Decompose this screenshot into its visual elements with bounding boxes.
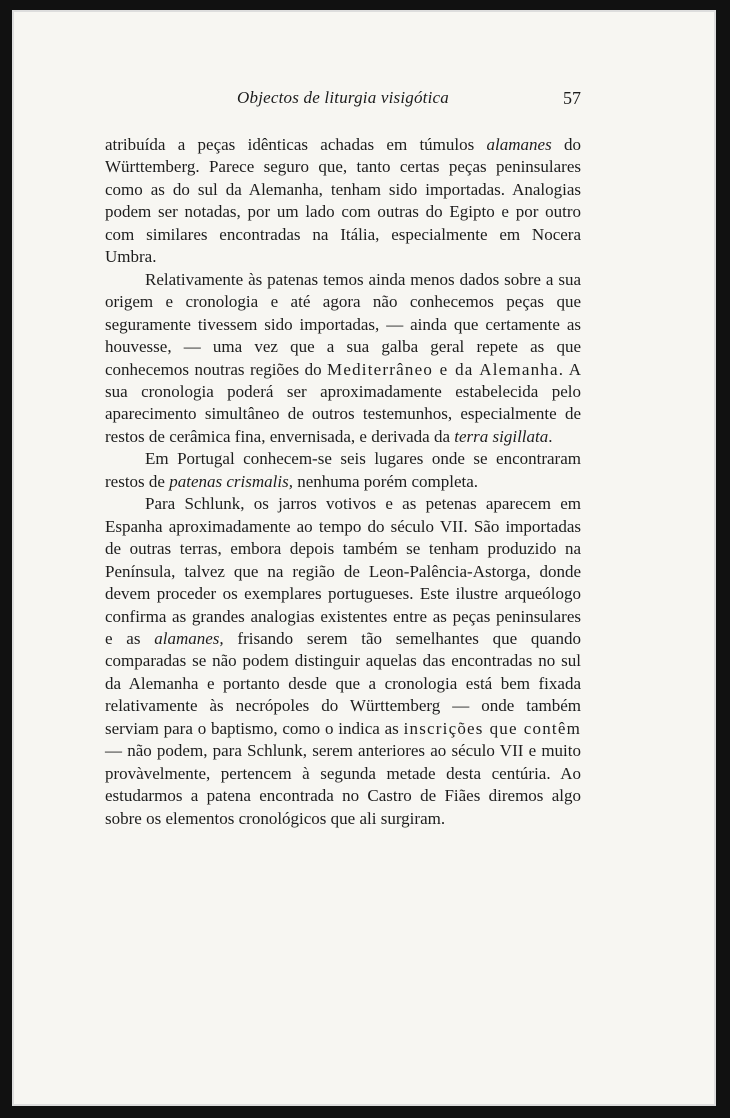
italic-term-alamanes-2: alamanes,	[154, 628, 224, 648]
italic-term-alamanes: alamanes	[486, 135, 552, 154]
running-title: Objectos de liturgia visigótica	[237, 88, 449, 107]
page-number: 57	[563, 88, 581, 108]
italic-term-terra-sigillata: terra sigillata	[454, 426, 549, 446]
paragraph-3	[105, 448, 581, 493]
spaced-inscriptions-phrase: inscrições que contêm	[403, 718, 581, 738]
book-page	[12, 10, 716, 1106]
paragraph-1-text-c: do Württemberg. Parece seguro que, tanto certas peças peninsulares como as do sul da Alemanha, tenham sido importadas. Analogias podem ser notadas, por um lado com outras do Egipto e por outro com similares encontradas na Itália, especialmente em Nocera Umbra.	[105, 135, 581, 267]
paragraph-2	[105, 269, 581, 449]
paragraph-3-text-a: Em Portugal conhecem-se seis lugares onde se encontraram restos de	[105, 449, 581, 491]
paragraph-4-text-c: frisando serem tão semelhantes que quando comparadas se não podem distinguir aquelas das encontradas no sul da Alemanha e portanto desde que a cronologia está bem fixada relativamente às necrópoles do Württemberg — onde também serviam para o baptismo, como o indica as	[105, 628, 581, 738]
spaced-place-names: Mediterrâneo e da Alemanha.	[327, 359, 565, 379]
paragraph-4	[105, 493, 581, 830]
body-text	[105, 134, 581, 830]
paragraph-4-text-e: — não podem, para Schlunk, serem anteriores ao século VII e muito provàvelmente, pertencem à segunda metade desta centúria. Ao estudarmos a patena encontrada no Castro de Fiães diremos algo sobre os elementos cronológicos que ali surgiram.	[105, 741, 581, 828]
italic-term-patenas-crismalis: patenas crismalis,	[169, 471, 293, 491]
paragraph-2-text-c: A sua cronologia poderá ser aproximadamente estabelecida pelo aparecimento simultâneo de outros testemunhos, especialmente de restos de cerâmica fina, envernisada, e derivada da	[105, 359, 581, 446]
paragraph-2-text-a: Relativamente às patenas temos ainda menos dados sobre a sua origem e cronologia e até agora não conhecemos peças que seguramente tivessem sido importadas, — ainda que certamente as houvesse, — uma vez que a sua galba geral repete as que conhecemos noutras regiões do	[105, 269, 581, 379]
paragraph-4-text-a: Para Schlunk, os jarros votivos e as petenas aparecem em Espanha aproximadamente ao tempo do século VII. São importadas de outras terras, embora depois também se tenham produzido na Península, talvez que na região de Leon-Palência-Astorga, donde devem proceder os exemplares portugueses. Este ilustre arqueólogo confirma as grandes analogias existentes entre as peças peninsulares e as	[105, 494, 581, 648]
paragraph-2-text-e: .	[548, 426, 553, 446]
paragraph-1	[105, 134, 581, 269]
paragraph-1-text-a: atribuída a peças idênticas achadas em túmulos	[105, 135, 487, 154]
paragraph-3-text-c: nenhuma porém completa.	[292, 471, 479, 491]
running-head	[105, 88, 581, 114]
